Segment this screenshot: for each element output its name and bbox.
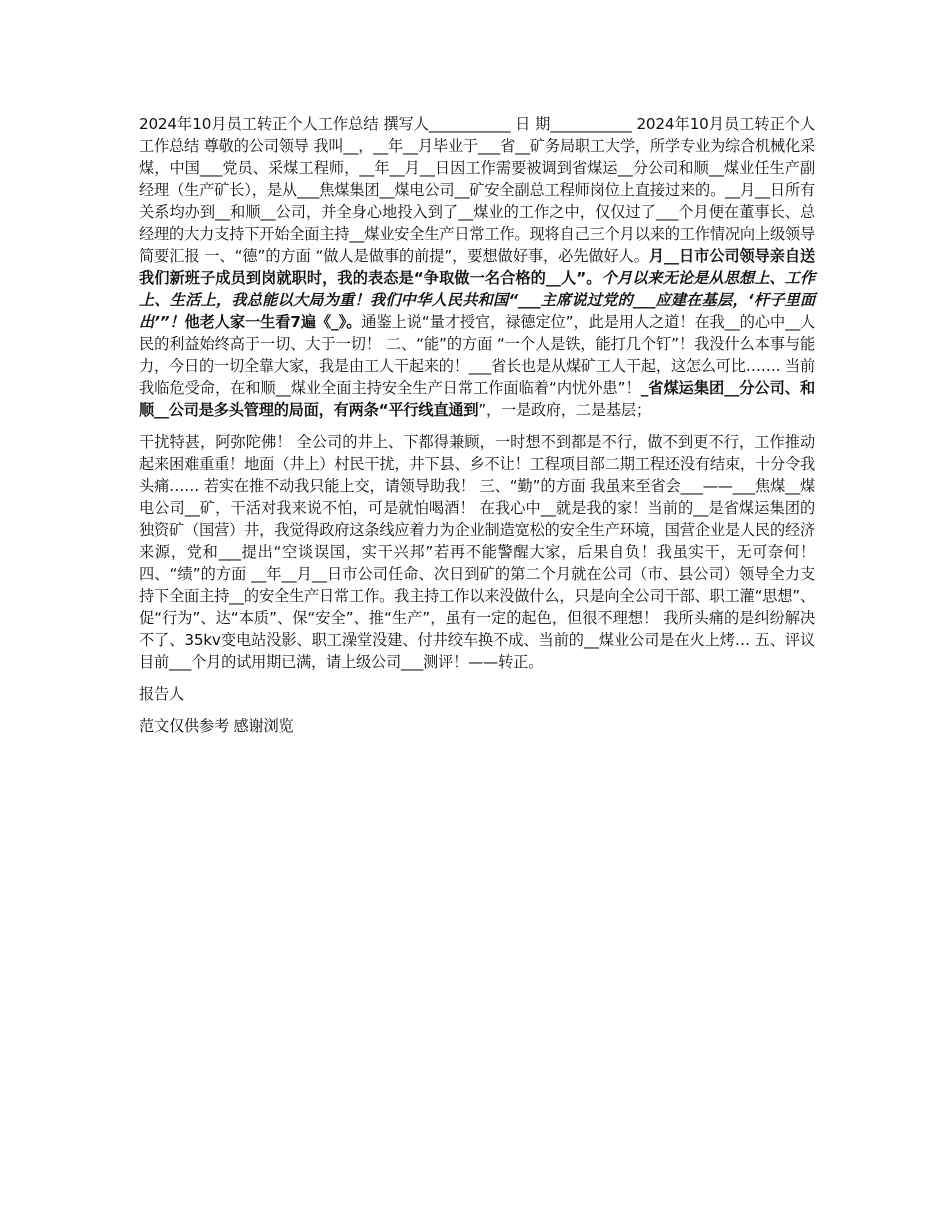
- bold-management-note: _省煤运集团__分公司、和顺__公司是多头管理的局面，有两条“平行线直通到: [139, 379, 815, 419]
- paragraph-intro: [139, 113, 815, 421]
- intro-text: 2024年10月员工转正个人工作总结 撰写人___________ 日 期___________ 2024年10月员工转正个人工作总结 尊敬的公司领导 我叫__，__年__月毕业于___省__矿务局职工大学，所学专业为综合机械化采煤，中国___党员、采煤工程师，__年__月__日因工作需要被调到省煤运__分公司和顺__煤业任生产副经理（生产矿长），是从___焦煤集团__煤电公司__矿安全副总工程师岗位上直接过来的。__月__日所有关系均办到__和顺__公司，并全身心地投入到了__煤业的工作之中，仅仅过了___个月便在董事长、总经理的大力支持下开始全面主持__煤业安全生产日常工作。现将自己三个月以来的工作情况向上级领导简要汇报 一、“德”的方面 “做人是做事的前提”，要想做好事，必先做好人。: [139, 115, 815, 265]
- signature-line: 报告人: [139, 685, 184, 703]
- paragraph-body: 干扰特甚，阿弥陀佛！ 全公司的井上、下都得兼顾，一时想不到都是不行，做不到更不行，工作推动起来困难重重！地面（井上）村民干扰，井下县、乡不让！工程项目部二期工程还没有结束，十分令我头痛…… 若实在推不动我只能上交，请领导助我！ 三、“勤”的方面 我虽来至省会___——___焦煤__煤电公司__矿，干活对我来说不怕，可是就怕喝酒！ 在我心中__就是我的家！当前的__是省煤运集团的独资矿（国营）井，我觉得政府这条线应着力为企业制造宽松的安全生产环境，国营企业是人民的经济来源，党和___提出“空谈误国，实干兴邦”若再不能警醒大家，后果自负！我虽实干，无可奈何！ 四、“绩”的方面 __年__月__日市公司任命、次日到矿的第二个月就在公司（市、县公司）领导全力支持下全面主持__的安全生产日常工作。我主持工作以来没做什么，只是向全公司干部、职工灌“思想”、促“行为”、达“本质”、保“安全”、推“生产”，虽有一定的起色，但很不理想！ 我所头痛的是纠纷解决不了、35kv变电站没影、职工澡堂没建、付井绞车换不成、当前的__煤业公司是在火上烤… 五、评议 目前___个月的试用期已满，请上级公司___测评！——转正。: [139, 433, 815, 671]
- footer-note: 范文仅供参考 感谢浏览: [139, 717, 294, 735]
- bold-italic-quote: 个月以来无论是从思想上、工作上、生活上，我总能以大局为重！我们中华人民共和国“___主席说过党的___应建在基层，‘杆子里面出’”！: [139, 269, 815, 331]
- bold-reading-note: 他老人家一生看7遍《_》。: [184, 313, 362, 331]
- ability-text: 通鉴上说“量才授官，禄德定位”，此是用人之道！在我__的心中__人民的利益始终高于一切、大于一切！ 二、“能”的方面 “一个人是铁，能打几个钉”！我没什么本事与能力，今日的一切全靠大家，我是由工人干起来的！___省长也是从煤矿工人干起，这怎么可比……. 当前我临危受命，在和顺__煤业全面主持安全生产日常工作面临着“内忧外患”！: [139, 313, 815, 397]
- closing-text: ”，一是政府，二是基层；: [478, 401, 651, 419]
- bold-statement: 月__日市公司领导亲自送我们新班子成员到岗就职时，我的表态是“争取做一名合格的__人”。: [139, 247, 815, 287]
- document-body: [139, 113, 815, 747]
